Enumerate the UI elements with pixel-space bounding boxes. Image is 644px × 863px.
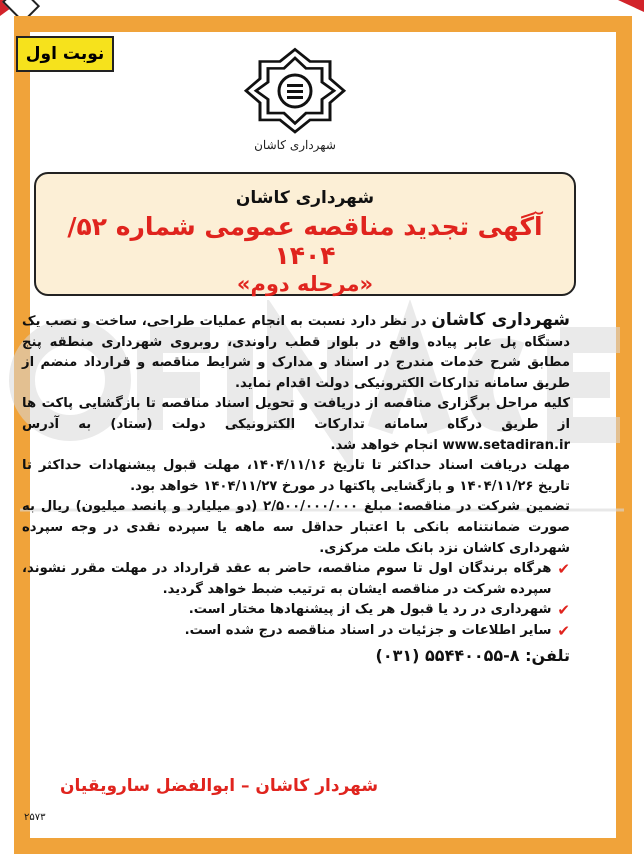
paragraph-procedure [22,394,570,456]
bullet-text: هرگاه برندگان اول تا سوم مناقصه، حاضر به عقد قرارداد در مهلت مقرر نشوند، سپرده شرکت در مناقصه ایشان به ترتیب ضبط خواهد گردید. [22,561,552,597]
bullet-item [22,621,570,642]
insertion-badge: نوبت اول [16,36,114,72]
phone-label: تلفن: [525,645,570,665]
ad-body [22,310,570,666]
phone-line [22,646,570,667]
procedure-tail: انجام خواهد شد. [330,437,443,453]
logo-emblem-icon [240,46,350,136]
bullet-item [22,600,570,621]
check-icon: ✔ [557,560,570,579]
title-box [34,172,576,296]
organization-name: شهرداری کاشان [235,188,375,208]
paragraph-deadlines [22,456,570,497]
paragraph-guarantee [22,497,570,559]
guarantee-lead: تضمین شرکت در مناقصه: [397,499,570,515]
check-icon: ✔ [557,601,570,620]
municipality-logo [240,46,350,164]
paragraph-intro [22,310,570,394]
phone-number: ۸-۵۵۴۴۰۰۵۵ (۰۳۱) [375,645,520,665]
intro-text: در نظر دارد نسبت به انجام عملیات طراحی، ساخت و نصب یک دستگاه پل عابر پیاده واقع در بلوار قطب راوندی، روبروی شهرداری منطقه پنج مطابق شرح خدمات مندرج در اسناد و مدارک و شرایط مناقصه و قرارداد منضم از طریق سامانه تدارکات الکترونیکی دولت اقدام نماید. [22,314,570,391]
bullet-item [22,559,570,600]
logo-caption: شهرداری کاشان [254,138,336,152]
footer-code: ۲۵۷۳ [24,812,46,823]
tender-stage: «مرحله دوم» [236,272,374,296]
tender-title: آگهی تجدید مناقصه عمومی شماره ۵۲/ ۱۴۰۴ [67,212,543,270]
deadlines-text: مهلت دریافت اسناد حداکثر تا تاریخ ۱۴۰۴/۱۱/۱۶، مهلت قبول پیشنهادات حداکثر تا تاریخ ۱۴۰۴/۱۱/۲۶ و بازگشایی پاکتها در مورخ ۱۴۰۴/۱۱/۲۷ خواهد بود. [22,458,570,494]
bullet-text: شهرداری در رد یا قبول هر یک از پیشنهادها مختار است. [188,602,552,618]
bullet-text: سایر اطلاعات و جزئیات در اسناد مناقصه درج شده است. [184,622,552,638]
procedure-text: کلیه مراحل برگزاری مناقصه از دریافت و تحویل اسناد مناقصه تا بازگشایی پاکت ها از طریق درگاه سامانه تدارکات الکترونیکی دولت (ستاد) به آدرس [22,396,570,432]
guarantee-text: مبلغ ۲/۵۰۰/۰۰۰/۰۰۰ (دو میلیارد و پانصد میلیون) ریال به صورت ضمانتنامه بانکی با اعتبار حداقل سه ماهه یا سپرده نقدی در وجه سپرده شهرداری کاشان نزد بانک ملت مرکزی. [22,499,570,556]
corner-decoration-right [618,0,644,12]
signature: شهردار کاشان – ابوالفضل سارویقیان [60,776,379,796]
setad-url-link[interactable]: www.setadiran.ir [442,437,570,453]
intro-lead: شهرداری کاشان [431,310,571,330]
check-icon: ✔ [557,621,570,640]
